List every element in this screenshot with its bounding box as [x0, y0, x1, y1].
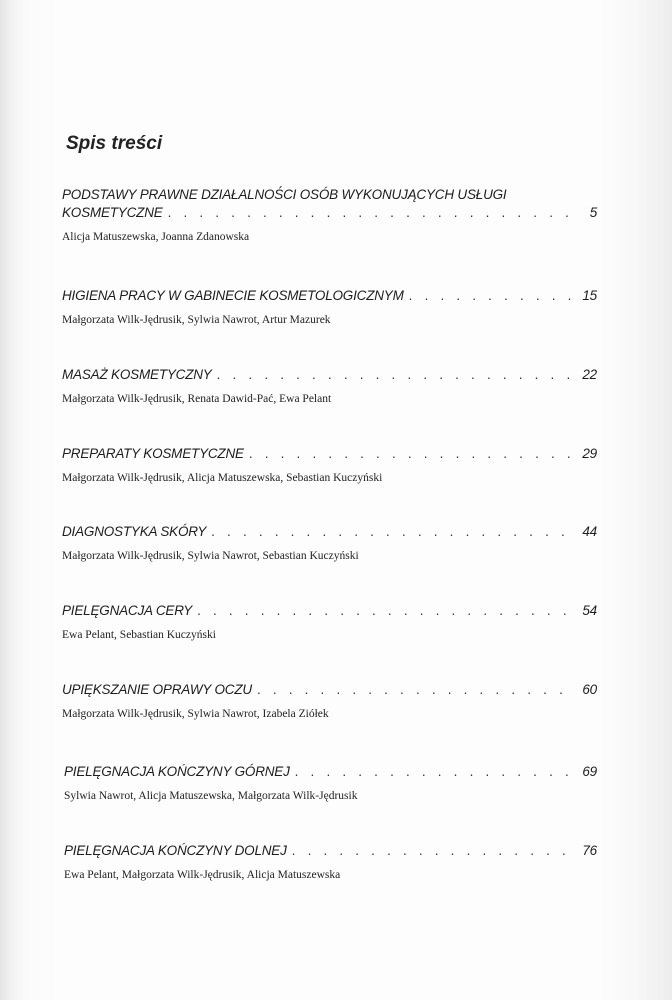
toc-entry-authors: Ewa Pelant, Małgorzata Wilk-Jędrusik, Alicja Matuszewska — [64, 869, 341, 881]
page-heading: Spis treści — [66, 133, 163, 154]
toc-entry-title: UPIĘKSZANIE OPRAWY OCZU — [62, 682, 252, 697]
toc-entry-title-first-line: PODSTAWY PRAWNE DZIAŁALNOŚCI OSÓB WYKONUJĄCYCH USŁUGI — [62, 187, 507, 202]
toc-entry — [62, 287, 597, 328]
dot-leader — [168, 204, 575, 222]
toc-entry-authors: Ewa Pelant, Sebastian Kuczyński — [62, 629, 216, 641]
toc-entry-title: DIAGNOSTYKA SKÓRY — [62, 524, 207, 539]
toc-entry-authors: Małgorzata Wilk-Jędrusik, Sylwia Nawrot, Izabela Ziółek — [62, 708, 329, 720]
toc-entry-title-line — [62, 523, 597, 541]
toc-entry — [62, 366, 597, 407]
dot-leader — [295, 763, 575, 781]
toc-entry-title-line — [64, 842, 597, 860]
toc-entry-title-line — [62, 204, 597, 222]
toc-entry-page-number: 60 — [582, 682, 597, 697]
toc-entry-title-line — [64, 763, 597, 781]
dot-leader — [217, 366, 575, 384]
toc-entry — [62, 186, 597, 245]
toc-entry-title: HIGIENA PRACY W GABINECIE KOSMETOLOGICZNYM — [62, 288, 404, 303]
toc-entry-title: PIELĘGNACJA KOŃCZYNY DOLNEJ — [64, 843, 287, 858]
toc-entry-title-line — [62, 681, 597, 699]
toc-entry-page-number: 76 — [582, 843, 597, 858]
toc-entry — [64, 763, 597, 804]
toc-entry-title-line — [62, 445, 597, 463]
toc-entry-authors: Małgorzata Wilk-Jędrusik, Alicja Matuszewska, Sebastian Kuczyński — [62, 472, 383, 484]
toc-entry-page-number: 69 — [582, 764, 597, 779]
toc-entry — [62, 523, 597, 564]
toc-entry-title: PIELĘGNACJA CERY — [62, 603, 193, 618]
toc-entry — [62, 681, 597, 722]
toc-entry-authors: Małgorzata Wilk-Jędrusik, Sylwia Nawrot, Artur Mazurek — [62, 314, 331, 326]
toc-entry-title: PIELĘGNACJA KOŃCZYNY GÓRNEJ — [64, 764, 290, 779]
toc-entry-page-number: 44 — [582, 524, 597, 539]
toc-entry-page-number: 5 — [589, 205, 597, 220]
dot-leader — [409, 287, 575, 305]
toc-entry-page-number: 54 — [582, 603, 597, 618]
dot-leader — [292, 842, 575, 860]
toc-entry-page-number: 22 — [582, 367, 597, 382]
toc-entry-title-line — [62, 602, 597, 620]
toc-entry-authors: Małgorzata Wilk-Jędrusik, Sylwia Nawrot, Sebastian Kuczyński — [62, 550, 359, 562]
dot-leader — [249, 445, 575, 463]
toc-entry-page-number: 15 — [582, 288, 597, 303]
toc-entry-authors: Alicja Matuszewska, Joanna Zdanowska — [62, 231, 250, 243]
toc-entry-page-number: 29 — [582, 446, 597, 461]
toc-entry-title: KOSMETYCZNE — [62, 205, 163, 220]
toc-entry — [62, 602, 597, 643]
toc-entry-title: MASAŻ KOSMETYCZNY — [62, 367, 212, 382]
toc-entry — [64, 842, 597, 883]
toc-entry-authors: Małgorzata Wilk-Jędrusik, Renata Dawid-Pać, Ewa Pelant — [62, 393, 332, 405]
toc-entry-title-line — [62, 287, 597, 305]
dot-leader — [257, 681, 575, 699]
dot-leader — [197, 602, 575, 620]
dot-leader — [211, 523, 575, 541]
toc-entry-title-line — [62, 366, 597, 384]
toc-entry-authors: Sylwia Nawrot, Alicja Matuszewska, Małgorzata Wilk-Jędrusik — [64, 790, 358, 802]
toc-entry — [62, 445, 597, 486]
toc-entry-title: PREPARATY KOSMETYCZNE — [62, 446, 244, 461]
